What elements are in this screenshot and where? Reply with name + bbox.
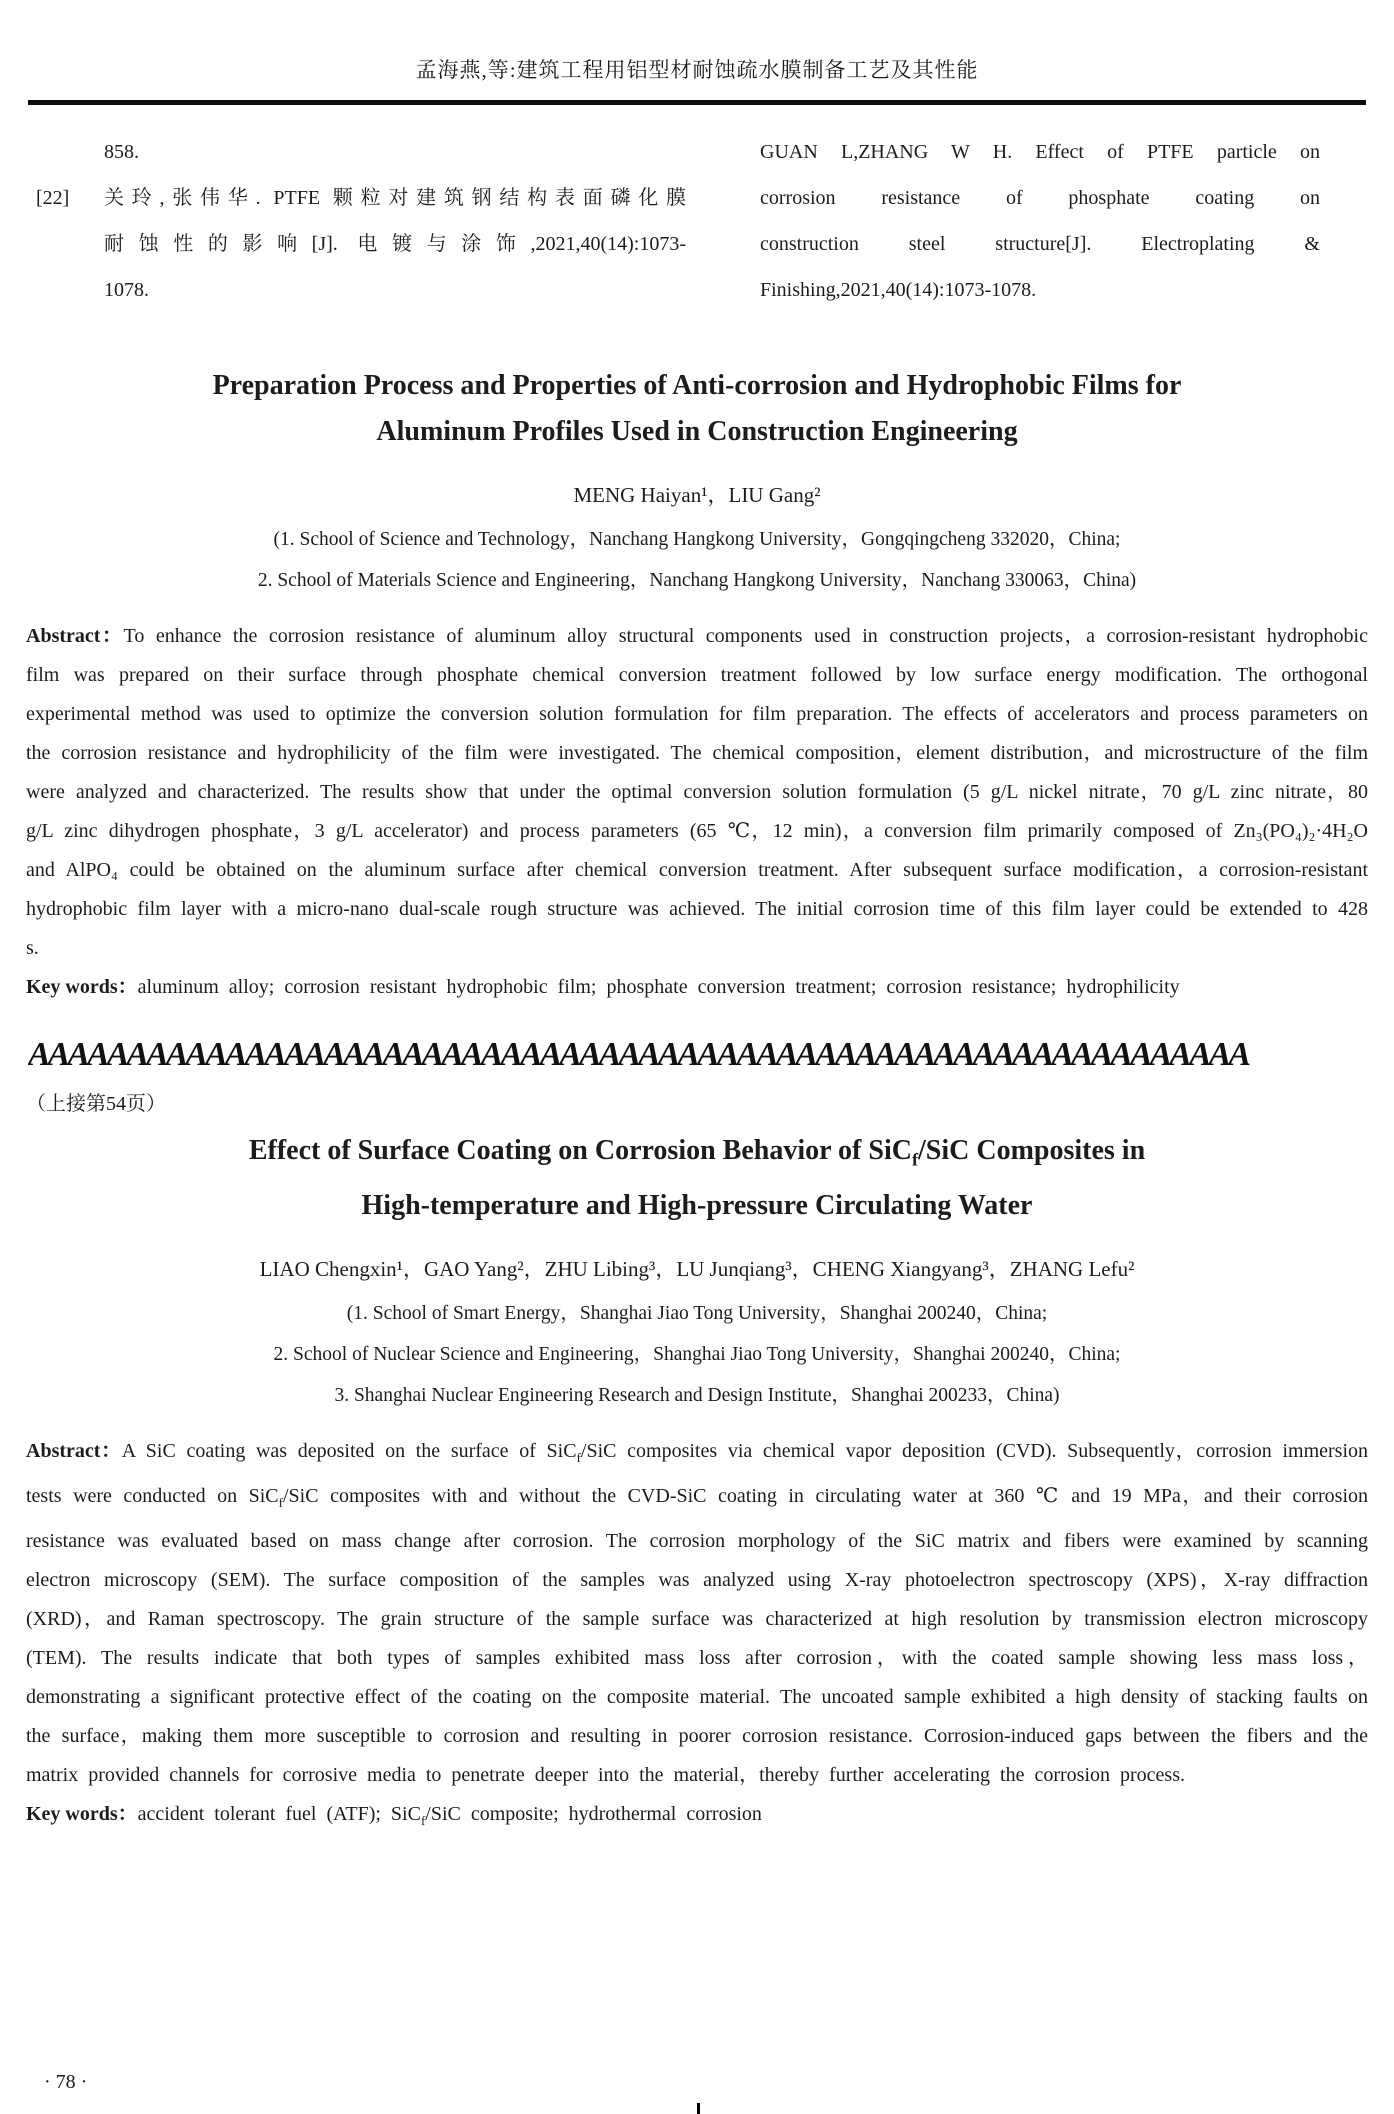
paper2-title-line: Effect of Surface Coating on Corrosion Behavior of SiC$_f$/SiC Composites in xyxy=(248,1135,1146,1170)
reference-en-line: construction steel structure[J]. Electroplating & xyxy=(760,233,1320,255)
paper2-abstract-label: Abstract： xyxy=(26,1439,122,1462)
paper2-abstract-text: A SiC coating was deposited on the surface of SiC$_f$/SiC composites via chemical vapor deposition (CVD). Subsequently，corrosion immersion tests were conducted on SiC$_f$/SiC composites with and without the CVD-SiC coating in circulating water at 360 ℃ and 19 MPa，and their corrosion resistance was evaluated based on mass change after corrosion. The corrosion morphology of the SiC matrix and fibers were examined by scanning electron microscopy (SEM). The surface composition of the samples was analyzed using X-ray photoelectron spectroscopy (XPS)，X-ray diffraction (XRD)，and Raman spectroscopy. The grain structure of the sample surface was characterized at high resolution by transmission electron microscopy (TEM). The results indicate that both types of samples exhibited mass loss after corrosion，with the coated sample showing less mass loss，demonstrating a significant protective effect of the coating on the composite material. The uncoated sample exhibited a high density of stacking faults on the surface，making them more susceptible to corrosion and resulting in poorer corrosion resistance. Corrosion-induced gaps between the fibers and the matrix provided channels for corrosive media to penetrate deeper into the material，thereby further accelerating the corrosion process. xyxy=(26,1439,1369,1786)
paper2-keywords-label: Key words： xyxy=(26,1802,138,1825)
paper2-affiliation: 2. School of Nuclear Science and Engineering，Shanghai Jiao Tong University，Shanghai 200240，China; xyxy=(273,1343,1121,1365)
paper1-abstract-label: Abstract： xyxy=(26,625,124,647)
reference-en-line: Finishing,2021,40(14):1073-1078. xyxy=(760,279,1037,301)
paper1-affiliation: 2. School of Materials Science and Engineering，Nanchang Hangkong University，Nanchang 330063，China) xyxy=(257,570,1137,591)
paper2-affiliations xyxy=(0,1293,1394,1416)
paper2-abstract xyxy=(26,1432,1368,1795)
paper2-affiliation: (1. School of Smart Energy，Shanghai Jiao Tong University，Shanghai 200240，China; xyxy=(346,1302,1048,1324)
paper1-abstract-text: To enhance the corrosion resistance of aluminum alloy structural components used in construction projects，a corrosion-resistant hydrophobic film was prepared on their surface through phosphate chemical conversion treatment followed by low surface energy modification. The orthogonal experimental method was used to optimize the conversion solution formulation for film preparation. The effects of accelerators and process parameters on the corrosion resistance and hydrophilicity of the film were investigated. The chemical composition，element distribution，and microstructure of the film were analyzed and characterized. The results show that under the optimal conversion solution formulation (5 g/L nickel nitrate，70 g/L zinc nitrate，80 g/L zinc dihydrogen phosphate，3 g/L accelerator) and process parameters (65 ℃，12 min)，a conversion film primarily composed of Zn₃(PO₄)₂·4H₂O and AlPO₄ could be obtained on the aluminum surface after chemical conversion treatment. After subsequent surface modification，a corrosion-resistant hydrophobic film layer with a micro-nano dual-scale rough structure was achieved. The initial corrosion time of this film layer could be extended to 428 s. xyxy=(26,625,1368,959)
paper1-keywords-text: aluminum alloy; corrosion resistant hydrophobic film; phosphate conversion treatment; corrosion resistance; hydrophilicity xyxy=(137,976,1180,998)
page-number: · 78 · xyxy=(44,2071,88,2093)
running-head: 孟海燕,等:建筑工程用铝型材耐蚀疏水膜制备工艺及其性能 xyxy=(415,58,979,82)
page-bottom-mark xyxy=(697,2103,700,2114)
reference-zh-line: 关玲,张伟华. PTFE 颗粒对建筑钢结构表面磷化膜 xyxy=(104,187,686,209)
reference-zh-line: 耐蚀性的影响[J]. 电镀与涂饰,2021,40(14):1073- xyxy=(104,233,686,255)
paper2-affiliation: 3. Shanghai Nuclear Engineering Research and Design Institute，Shanghai 200233，China) xyxy=(334,1384,1060,1406)
paper1-title-line: Preparation Process and Properties of Anti-corrosion and Hydrophobic Films for xyxy=(212,370,1182,401)
paper1-abstract xyxy=(26,617,1368,968)
continuation-note: （上接第54页） xyxy=(26,1093,166,1115)
reference-en-line: corrosion resistance of phosphate coating on xyxy=(760,187,1320,209)
reference-text-chinese xyxy=(104,175,686,313)
paper2-keywords-text: accident tolerant fuel (ATF); SiC$_f$/SiC composite; hydrothermal corrosion xyxy=(137,1802,762,1828)
references-left-column xyxy=(36,129,686,313)
section-separator-ornament: AAAAAAAAAAAAAAAAAAAAAAAAAAAAAAAAAAAAAAAAAAAAAAAAAAAAAAAAAAAAAA xyxy=(28,1036,1249,1073)
paper2-authors: LIAO Chengxin¹，GAO Yang²，ZHU Libing³，LU Junqiang³，CHENG Xiangyang³，ZHANG Lefu² xyxy=(259,1256,1135,1281)
reference-item-22 xyxy=(36,175,686,313)
paper2-title-line: High-temperature and High-pressure Circulating Water xyxy=(361,1189,1033,1221)
paper1-authors: MENG Haiyan¹，LIU Gang² xyxy=(573,483,821,507)
reference-text-english xyxy=(760,129,1320,313)
paper1-title xyxy=(0,363,1394,455)
reference-previous-tail: 858. xyxy=(104,141,139,163)
paper1-affiliation: (1. School of Science and Technology，Nanchang Hangkong University，Gongqingcheng 332020，China; xyxy=(273,529,1121,550)
reference-en-line: GUAN L,ZHANG W H. Effect of PTFE particle on xyxy=(760,141,1320,163)
paper1-affiliations xyxy=(0,519,1394,601)
reference-zh-line: 1078. xyxy=(104,279,149,301)
paper1-title-line: Aluminum Profiles Used in Construction Engineering xyxy=(376,416,1018,447)
references-continuation xyxy=(36,129,1364,313)
header-rule xyxy=(28,100,1366,105)
paper1-keywords-label: Key words： xyxy=(26,976,138,998)
paper2-title xyxy=(0,1128,1394,1229)
reference-number: [22] xyxy=(36,187,70,209)
paper1-keywords xyxy=(26,968,1368,1007)
paper2-keywords xyxy=(26,1795,1368,1840)
